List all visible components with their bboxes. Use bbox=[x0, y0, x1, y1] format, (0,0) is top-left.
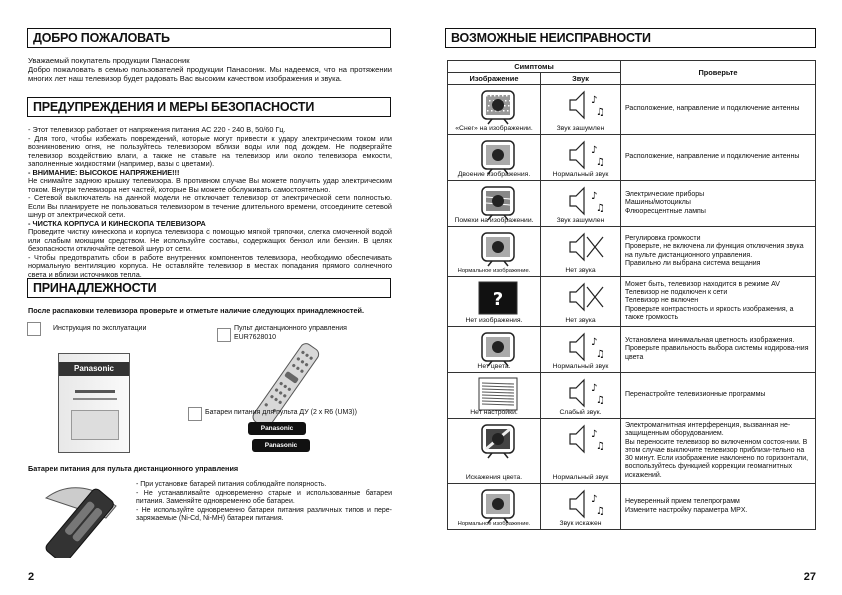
svg-text:♪: ♪ bbox=[591, 95, 598, 106]
svg-text:♫: ♫ bbox=[596, 506, 605, 518]
symptom-sound-cell bbox=[541, 227, 621, 277]
symptom-image-caption: Нет цвета. bbox=[477, 363, 511, 370]
symptom-image-caption: Нормальное изображение. bbox=[457, 521, 531, 528]
manual-brand: Panasonic bbox=[59, 362, 129, 376]
table-row bbox=[448, 135, 816, 181]
check-cell: Расположение, направление и подключение антенны bbox=[621, 135, 816, 181]
speaker-icon bbox=[567, 89, 607, 123]
warnings-heading: ПРЕДУПРЕЖДЕНИЯ И МЕРЫ БЕЗОПАСНОСТИ bbox=[27, 97, 391, 117]
manual-checkbox[interactable] bbox=[27, 322, 41, 336]
symptom-image-caption: Искажения цвета. bbox=[465, 474, 523, 482]
table-row bbox=[448, 277, 816, 327]
page-number-left: 2 bbox=[28, 571, 35, 583]
symptom-image-cell bbox=[448, 277, 541, 327]
check-cell: Неуверенный прием телепрограмм Измените настройку параметра MPX. bbox=[621, 484, 816, 530]
check-cell: Регулировка громкости Проверьте, не включена ли функция отключения звука на пульте дистанционного управления. Правильно ли выбрана система вещания bbox=[621, 227, 816, 277]
troubleshooting-heading: ВОЗМОЖНЫЕ НЕИСПРАВНОСТИ bbox=[445, 28, 816, 48]
symptom-sound-cell bbox=[541, 135, 621, 181]
symptom-image-cell bbox=[448, 227, 541, 277]
symptom-sound-cell bbox=[541, 419, 621, 484]
manual-label: Инструкция по эксплуатации bbox=[53, 325, 147, 332]
welcome-heading: ДОБРО ПОЖАЛОВАТЬ bbox=[27, 28, 391, 48]
symptom-sound-caption: Звук искажен bbox=[559, 520, 602, 528]
speaker-icon bbox=[567, 377, 607, 411]
svg-text:♪: ♪ bbox=[591, 383, 598, 394]
manual-booklet-illustration bbox=[58, 353, 130, 453]
symptom-image-cell bbox=[448, 484, 541, 530]
table-row bbox=[448, 419, 816, 484]
tv-icon bbox=[478, 89, 518, 127]
check-cell: Электромагнитная интерференция, вызванная не-защищенным оборудованием. Вы переносите телевизор во включенном состоя-нии. В этом случае выключите телевизор приблизи-тельно на 30 минут. Если изображение наклонено по горизонтали, воспользуйтесь функцией коррекции геомагнитных искажений. bbox=[621, 419, 816, 484]
symptom-image-cell bbox=[448, 85, 541, 135]
speaker-icon bbox=[567, 423, 607, 457]
symptom-image-caption: Нет изображения. bbox=[465, 317, 523, 324]
svg-text:♫: ♫ bbox=[596, 395, 605, 406]
symptom-image-cell bbox=[448, 135, 541, 181]
symptom-image-cell bbox=[448, 373, 541, 419]
troubleshooting-table bbox=[447, 60, 816, 530]
table-row bbox=[448, 484, 816, 530]
symptom-image-cell bbox=[448, 419, 541, 484]
symptom-sound-cell bbox=[541, 327, 621, 373]
page-number-right: 27 bbox=[803, 571, 816, 583]
svg-text:?: ? bbox=[492, 289, 504, 310]
symptom-sound-cell bbox=[541, 181, 621, 227]
battery-2: Panasonic bbox=[252, 439, 310, 452]
speaker-icon bbox=[567, 331, 607, 365]
symptom-image-cell bbox=[448, 181, 541, 227]
remote-checkbox[interactable] bbox=[217, 328, 231, 342]
speaker-icon bbox=[567, 231, 607, 265]
symptom-sound-caption: Звук зашумлен bbox=[556, 217, 605, 224]
symptom-sound-caption: Звук зашумлен bbox=[556, 125, 605, 132]
symptom-sound-caption: Нет звука bbox=[565, 317, 596, 324]
svg-text:♫: ♫ bbox=[596, 157, 605, 168]
tv-icon bbox=[478, 281, 518, 317]
battery-label: Батареи питания для пульта ДУ (2 x R6 (UM3)) bbox=[205, 409, 357, 416]
speaker-icon bbox=[567, 281, 607, 315]
battery-instructions: - При установке батарей питания соблюдайте полярность. - Не устанавливайте одновременно старые и использованные батареи питания. Заменяйте одновременно обе батареи. - Не используйте одновременно батареи питания различных типов и пере-заряжаемые (Ni-Cd, Ni-MH) батареи питания. bbox=[136, 481, 392, 522]
tv-icon bbox=[478, 231, 518, 269]
speaker-icon bbox=[567, 185, 607, 219]
svg-text:♫: ♫ bbox=[596, 441, 605, 452]
tv-icon bbox=[478, 377, 518, 413]
symptom-sound-caption: Нормальный звук bbox=[552, 363, 609, 370]
symptom-sound-cell bbox=[541, 277, 621, 327]
warnings-text: - Этот телевизор работает от напряжения питания АС 220 - 240 В, 50/60 Гц. - Для того, чтобы избежать повреждений, которые могут привести к удару электрическим током или возникновению огня, не пользуйтесь телевизором вблизи воды или под дождем. Не подвергайте телевизор воздействию влаги, а также не ставьте на телевизор или около телевизора емкости, заполненные жидкостями (например, вазы с цветами). - ВНИМАНИЕ: ВЫСОКОЕ НАПРЯЖЕНИЕ!!! Не снимайте заднюю крышку телевизора. В противном случае Вы можете получить удар электрическим током. Внутри телевизора нет частей, которые Вы можете обслуживать самостоятельно. - Сетевой выключатель на данной модели не отключает телевизор от электрической сети полностью. Если Вы планируете не пользоваться телевизором в течение длительного времени, отсоедините сетевой шнур от электрической сети. - ЧИСТКА КОРПУСА И КИНЕСКОПА ТЕЛЕВИЗОРА Проведите чистку кинескопа и корпуса телевизора с помощью мягкой тряпочки, слегка смоченной водой или слабым моющим средством. Не используйте составы, содержащих бензол или бензин. В целях безопасности отключайте сетевой шнур от сети. - Чтобы предотвратить сбои в работе внутренних компонентов телевизора, необходимо обеспечивать нормальную вентиляцию корпуса. Не оставляйте телевизор в местах попадания прямого солнечного света и вблизи источников тепла. bbox=[28, 125, 392, 279]
battery-checkbox[interactable] bbox=[188, 407, 202, 421]
header-sound: Звук bbox=[541, 73, 621, 85]
symptom-sound-caption: Нормальный звук bbox=[552, 474, 609, 482]
svg-text:♪: ♪ bbox=[591, 145, 598, 156]
accessories-heading: ПРИНАДЛЕЖНОСТИ bbox=[27, 278, 391, 298]
symptom-sound-cell bbox=[541, 484, 621, 530]
symptom-sound-caption: Нормальный звук bbox=[552, 171, 609, 178]
svg-text:♪: ♪ bbox=[591, 337, 598, 348]
table-row bbox=[448, 327, 816, 373]
table-row bbox=[448, 227, 816, 277]
check-cell: Установлена минимальная цветность изображения. Проверьте правильность выбора системы кодирова-ния цвета bbox=[621, 327, 816, 373]
header-image: Изображение bbox=[448, 73, 541, 85]
speaker-icon bbox=[567, 488, 607, 522]
tv-icon bbox=[478, 423, 518, 461]
battery-heading: Батареи питания для пульта дистанционного управления bbox=[28, 464, 239, 473]
table-row bbox=[448, 85, 816, 135]
table-row bbox=[448, 373, 816, 419]
check-cell: Электрические приборы Машины/мотоциклы Флюоресцентные лампы bbox=[621, 181, 816, 227]
symptom-image-caption: Нет настройки. bbox=[470, 409, 518, 416]
symptom-image-caption: Двоение изображения. bbox=[457, 171, 531, 178]
speaker-icon bbox=[567, 139, 607, 173]
svg-text:♫: ♫ bbox=[596, 107, 605, 118]
table-row bbox=[448, 181, 816, 227]
check-cell: Перенастройте телевизионные программы bbox=[621, 373, 816, 419]
symptom-sound-caption: Нет звука bbox=[565, 267, 596, 274]
symptom-image-cell bbox=[448, 327, 541, 373]
header-check: Проверьте bbox=[621, 61, 816, 85]
svg-text:♫: ♫ bbox=[596, 349, 605, 360]
header-symptoms: Симптомы bbox=[448, 61, 621, 73]
symptom-image-caption: «Снег» на изображении. bbox=[455, 125, 533, 132]
check-cell: Может быть, телевизор находится в режиме AV Телевизор не подключен к сети Телевизор не включен Проверьте контрастность и яркость изображения, а также громкость bbox=[621, 277, 816, 327]
remote-label: Пульт дистанционного управления EUR7628010 bbox=[234, 325, 347, 341]
svg-text:♪: ♪ bbox=[591, 191, 598, 202]
svg-text:♪: ♪ bbox=[591, 429, 598, 440]
accessories-intro: После распаковки телевизора проверьте и отметьте наличие следующих принадлежностей. bbox=[28, 306, 365, 315]
symptom-image-caption: Нормальное изображение. bbox=[457, 268, 531, 274]
svg-text:♪: ♪ bbox=[591, 494, 598, 506]
batteries-illustration bbox=[248, 422, 308, 456]
welcome-text: Уважаемый покупатель продукции Панасоник Добро пожаловать в семью пользователей продукции Панасоник. Мы надеемся, что на протяжении многих лет наш телевизор будет радовать Вас высоким качеством изображения и звука. bbox=[28, 56, 392, 83]
battery-insertion-illustration bbox=[36, 478, 128, 558]
symptom-sound-cell bbox=[541, 85, 621, 135]
symptom-sound-cell bbox=[541, 373, 621, 419]
battery-1: Panasonic bbox=[248, 422, 306, 435]
check-cell: Расположение, направление и подключение антенны bbox=[621, 85, 816, 135]
symptom-image-caption: Помехи на изображении. bbox=[454, 217, 534, 224]
svg-text:♫: ♫ bbox=[596, 203, 605, 214]
symptom-sound-caption: Слабый звук. bbox=[559, 409, 602, 416]
